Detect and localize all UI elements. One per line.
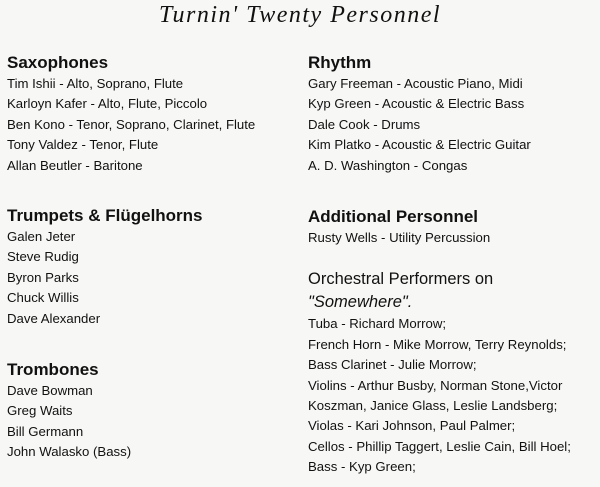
personnel-line: Tony Valdez - Tenor, Flute [7,137,159,153]
section-heading: Saxophones [7,53,109,72]
personnel-line: Tim Ishii - Alto, Soprano, Flute [7,76,184,91]
page-title: Turnin' Twenty Personnel [158,2,442,28]
section-saxophones [7,52,302,176]
personnel-line: Violas - Kari Johnson, Paul Palmer; [308,418,516,434]
personnel-line: Rusty Wells - Utility Percussion [308,230,491,246]
personnel-line: Byron Parks [7,269,79,285]
section-heading: Trumpets & Flügelhorns [7,206,203,226]
personnel-line: Chuck Willis [7,290,79,306]
personnel-line: French Horn - Mike Morrow, Terry Reynolds; [308,336,567,352]
personnel-line: A. D. Washington - Congas [308,157,468,173]
section-trumpets [7,205,302,329]
section-additional-personnel [308,206,600,248]
personnel-line: Steve Rudig [7,249,79,265]
personnel-line: Dave Bowman [7,383,93,399]
personnel-line: Cellos - Phillip Taggert, Leslie Cain, Bill Hoel; [308,438,571,454]
personnel-line: Koszman, Janice Glass, Leslie Landsberg; [308,398,558,414]
personnel-line: Kyp Green - Acoustic & Electric Bass [308,96,525,112]
left-column [7,52,302,463]
section-orchestral-performers [308,268,600,477]
personnel-line: Ben Kono - Tenor, Soprano, Clarinet, Flute [7,116,256,132]
personnel-line: Tuba - Richard Morrow; [308,316,447,332]
section-heading: Trombones [7,360,99,380]
personnel-line: John Walasko (Bass) [7,444,132,460]
section-heading: Orchestral Performers on [308,270,494,289]
personnel-line: Allan Beutler - Baritone [7,157,143,173]
right-column [308,52,600,478]
personnel-line: Gary Freeman - Acoustic Piano, Midi [308,76,523,91]
personnel-line: Dale Cook - Drums [308,116,421,132]
personnel-line: Dave Alexander [7,310,101,326]
personnel-line: Greg Waits [7,403,73,419]
personnel-line: Galen Jeter [7,229,76,245]
personnel-line: Bass - Kyp Green; [308,459,416,475]
section-rhythm [308,52,600,176]
section-heading: Additional Personnel [308,207,479,227]
personnel-line: Karloyn Kafer - Alto, Flute, Piccolo [7,96,208,112]
section-subheading: "Somewhere". [308,293,413,312]
personnel-line: Kim Platko - Acoustic & Electric Guitar [308,137,531,153]
personnel-line: Bass Clarinet - Julie Morrow; [308,357,477,373]
section-heading: Rhythm [308,53,372,72]
personnel-line: Bill Germann [7,423,84,439]
section-trombones [7,359,302,463]
personnel-line: Violins - Arthur Busby, Norman Stone,Victor [308,377,563,393]
